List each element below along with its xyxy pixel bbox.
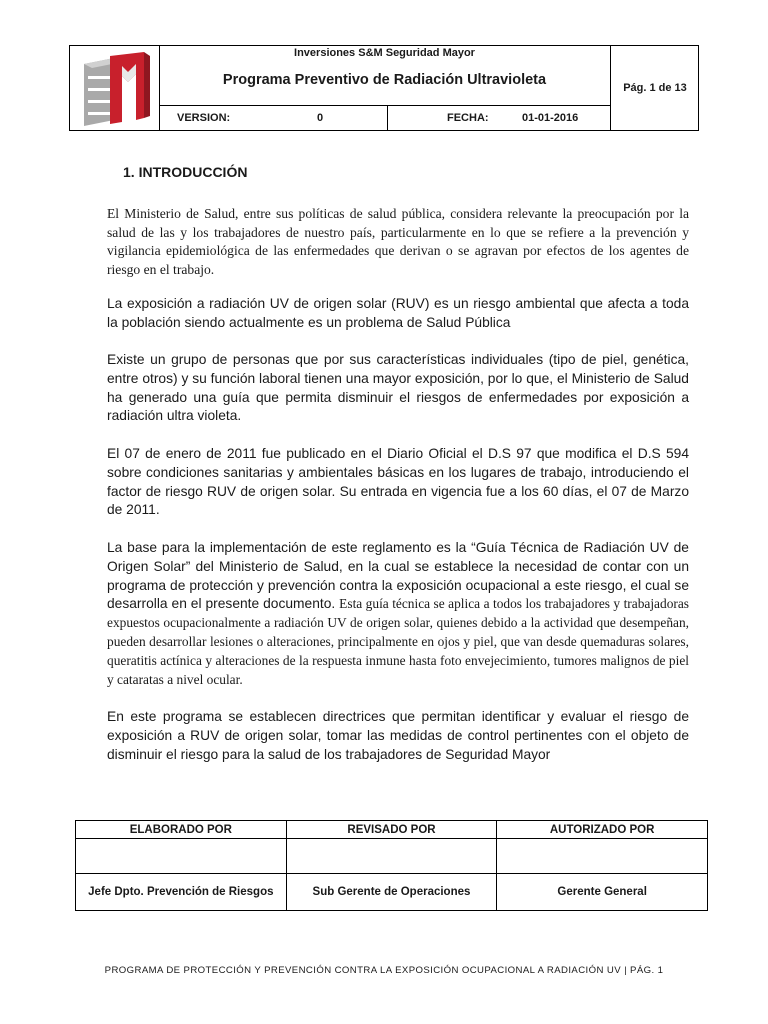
- role-autorizado: Gerente General: [497, 874, 708, 911]
- company-name: Inversiones S&M Seguridad Mayor: [294, 47, 475, 59]
- paragraph-5: [107, 539, 689, 689]
- version-label: VERSION:: [177, 112, 231, 124]
- page-number: Pág. 1 de 13: [610, 46, 699, 130]
- paragraph-2: La exposición a radiación UV de origen solar (RUV) es un riesgo ambiental que afecta a toda la población siendo actualmente es un problema de Salud Pública: [107, 296, 689, 330]
- company-logo-icon: [70, 46, 159, 130]
- page-footer: PROGRAMA DE PROTECCIÓN Y PREVENCIÓN CONTRA LA EXPOSICIÓN OCUPACIONAL A RADIACIÓN UV | PÁG. 1: [104, 965, 664, 976]
- meta-divider: [387, 106, 388, 131]
- paragraph-1: El Ministerio de Salud, entre sus políticas de salud pública, considera relevante la preocupación por la salud de las y los trabajadores de nuestro país, particularmente en lo que se refiere a la prevención y vigilancia epidemiológica de las enfermedades que derivan o se agravan por efectos de los agentes de riesgo en el trabajo.: [107, 206, 689, 277]
- logo-cell: [70, 46, 160, 130]
- header-elaborado: ELABORADO POR: [76, 821, 287, 839]
- signature-space-autorizado: [497, 839, 708, 874]
- role-elaborado: Jefe Dpto. Prevención de Riesgos: [76, 874, 287, 911]
- header-title-cell: [159, 46, 610, 130]
- signature-roles-row: [76, 874, 708, 911]
- signature-space-row: [76, 839, 708, 874]
- document-header: [69, 45, 699, 131]
- paragraph-5-intro: La base para la implementación de este reglamento es la “Guía Técnica de Radiación UV de Origen Solar” del Ministerio de Salud, en la cual se establece la necesidad de contar con un programa de protección y prevención contra la exposición ocupacional a este riesgo, el cual se desarrolla en el presente documento.: [107, 540, 689, 612]
- version-value: 0: [317, 112, 324, 124]
- role-revisado: Sub Gerente de Operaciones: [286, 874, 497, 911]
- version-date-row: [159, 105, 610, 131]
- signatures-table: [75, 820, 708, 911]
- signature-space-revisado: [286, 839, 497, 874]
- section-heading: 1. INTRODUCCIÓN: [123, 164, 248, 180]
- date-label: FECHA:: [447, 112, 489, 124]
- signature-space-elaborado: [76, 839, 287, 874]
- document-title: Programa Preventivo de Radiación Ultravioleta: [222, 72, 547, 88]
- signatures-header-row: [76, 821, 708, 839]
- paragraph-3: Existe un grupo de personas que por sus características individuales (tipo de piel, genética, entre otros) y su función laboral tienen una mayor exposición, por lo que, el Ministerio de Salud ha generado una guía que permita disminuir el riesgos de enfermedades por exposición a radiación ultra violeta.: [107, 352, 689, 424]
- paragraph-6: En este programa se establecen directrices que permitan identificar y evaluar el riesgo de exposición a RUV de origen solar, tomar las medidas de control pertinentes con el objeto de disminuir el riesgo para la salud de los trabajadores de Seguridad Mayor: [107, 709, 689, 762]
- paragraph-5-guide-scope: Esta guía técnica se aplica a todos los trabajadores y trabajadoras expuestos ocupacionalmente a radiación UV de origen solar, quienes debido a la actividad que desempeñan, pueden desarrollar lesiones o alteraciones, principalmente en ojos y piel, que van desde quemaduras solares, queratitis actínica y alteraciones de la respuesta inmune hasta foto envejecimiento, tumores malignos de piel y cataratas a nivel ocular.: [107, 596, 690, 687]
- header-autorizado: AUTORIZADO POR: [497, 821, 708, 839]
- date-value: 01-01-2016: [522, 112, 579, 124]
- header-revisado: REVISADO POR: [286, 821, 497, 839]
- paragraph-4: El 07 de enero de 2011 fue publicado en el Diario Oficial el D.S 97 que modifica el D.S 594 sobre condiciones sanitarias y ambientales básicas en los lugares de trabajo, introduciendo el factor de riesgo RUV de origen solar. Su entrada en vigencia fue a los 60 días, el 07 de Marzo de 2011.: [107, 446, 689, 518]
